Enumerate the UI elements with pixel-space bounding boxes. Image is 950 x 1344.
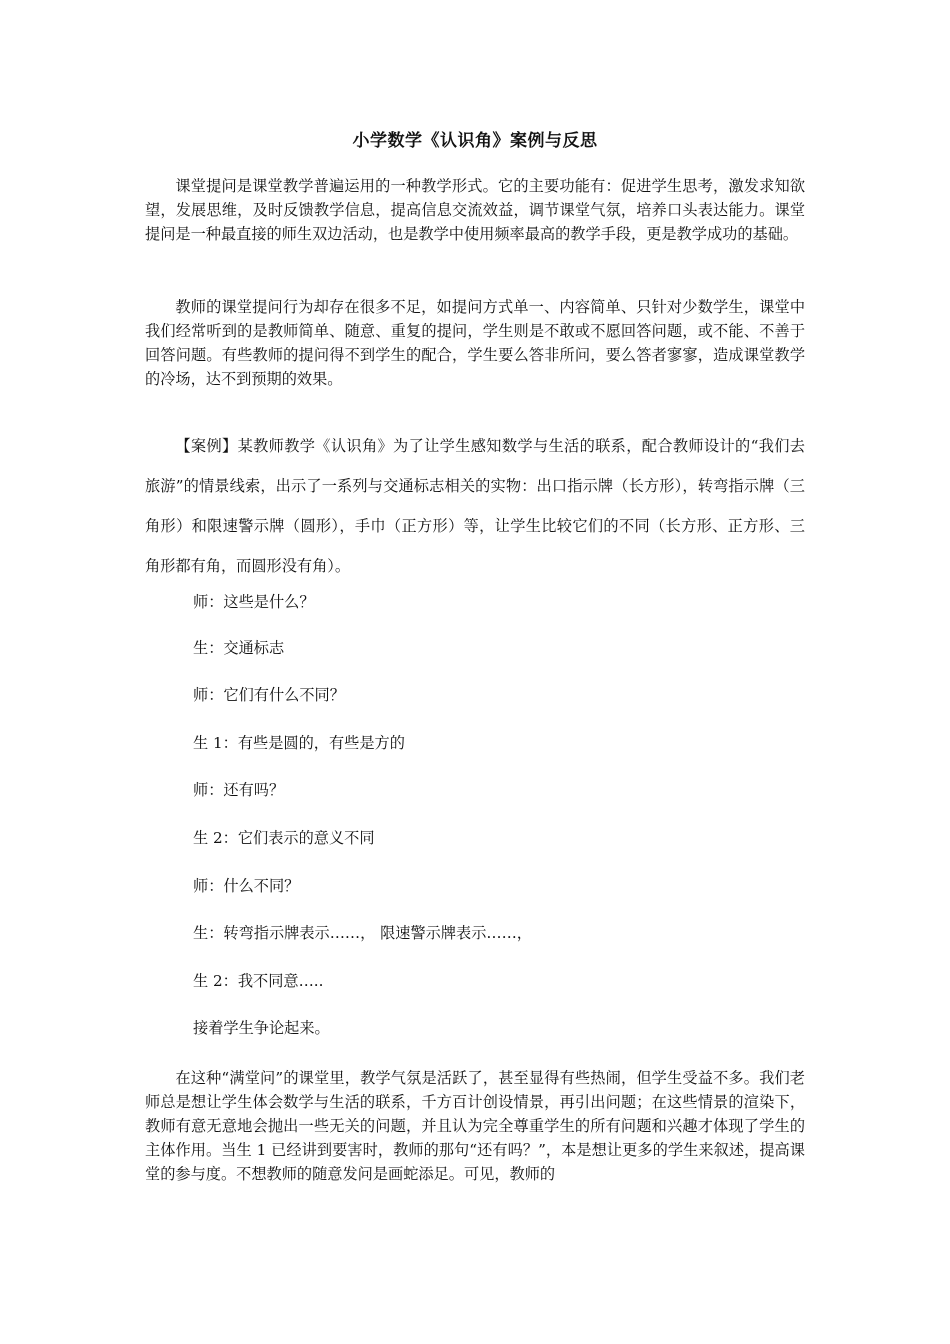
dialogue-line: 生 2：我不同意….. <box>193 972 324 990</box>
paragraph-reflection: 在这种“满堂问”的课堂里，教学气氛是活跃了，甚至显得有些热闹，但学生受益不多。我们老师总是想让学生体会数学与生活的联系，千方百计创设情景，再引出问题；在这些情景的渲染下，教师有意无意地会抛出一些无关的问题，并且认为完全尊重学生的所有问题和兴趣才体现了学生的主体作用。当生 1 已经讲到要害时，教师的那句“还有吗？”，本是想让更多的学生来叙述，提高课堂的参与度。不想教师的随意发问是画蛇添足。可见，教师的 <box>145 1069 805 1183</box>
dialogue-line: 师：这些是什么？ <box>193 593 315 611</box>
paragraph-intro: 课堂提问是课堂教学普遍运用的一种教学形式。它的主要功能有：促进学生思考，激发求知欲望，发展思维，及时反馈教学信息，提高信息交流效益，调节课堂气氛，培养口头表达能力。课堂提问是一种最直接的师生双边活动，也是教学中使用频率最高的教学手段，更是教学成功的基础。 <box>145 177 805 243</box>
case-paragraph: 【案例】某教师教学《认识角》为了让学生感知数学与生活的联系，配合教师设计的“我们去旅游”的情景线索，出示了一系列与交通标志相关的实物：出口指示牌（长方形），转弯指示牌（三角形）和限速警示牌（圆形），手巾（正方形）等，让学生比较它们的不同（长方形、正方形、三角形都有角，而圆形没有角）。 <box>145 437 805 575</box>
dialogue-line: 师：什么不同？ <box>193 877 300 895</box>
dialogue-line: 师：还有吗？ <box>193 781 285 799</box>
dialogue-line: 生：交通标志 <box>193 639 285 657</box>
dialogue-line: 生 1：有些是圆的，有些是方的 <box>193 734 405 752</box>
dialogue-line: 生：转弯指示牌表示……， 限速警示牌表示……， <box>193 924 532 942</box>
paragraph-problems: 教师的课堂提问行为却存在很多不足，如提问方式单一、内容简单、只针对少数学生，课堂中我们经常听到的是教师简单、随意、重复的提问，学生则是不敢或不愿回答问题，或不能、不善于回答问题。有些教师的提问得不到学生的配合，学生要么答非所问，要么答者寥寥，造成课堂教学的冷场，达不到预期的效果。 <box>145 298 805 388</box>
document-title: 小学数学《认识角》案例与反思 <box>352 131 598 151</box>
dialogue-line: 师：它们有什么不同？ <box>193 686 345 704</box>
dialogue-line: 接着学生争论起来。 <box>193 1019 330 1037</box>
dialogue-line: 生 2：它们表示的意义不同 <box>193 829 375 847</box>
